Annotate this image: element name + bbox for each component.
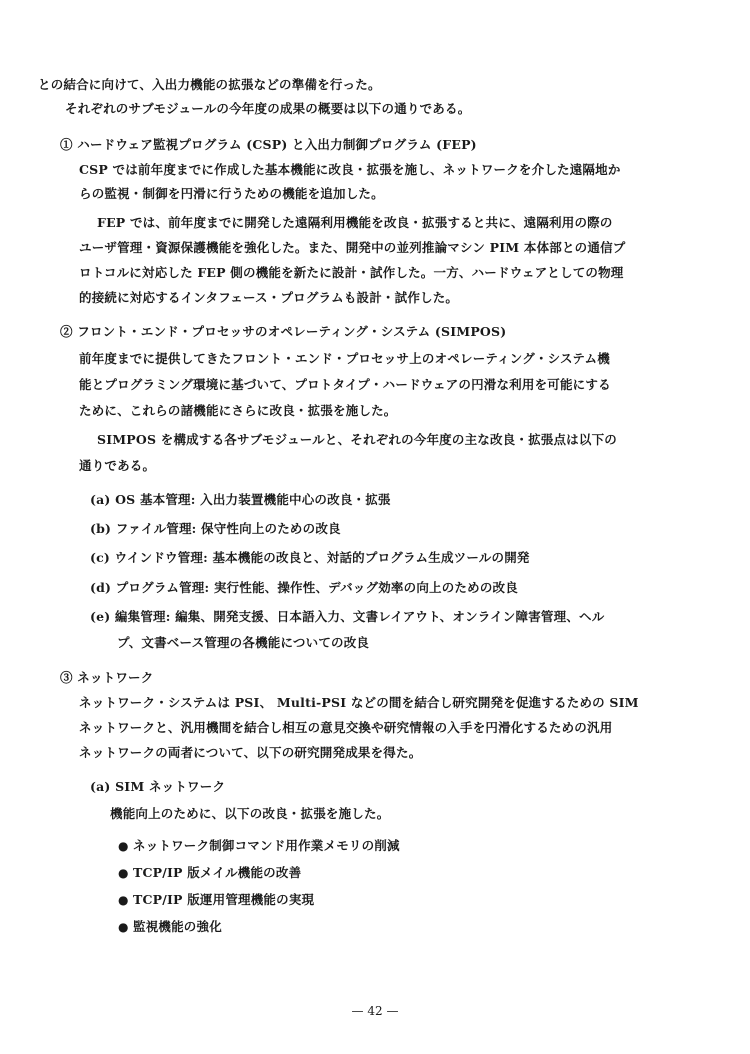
section-2-p2-line-2: 通りである。 bbox=[79, 458, 156, 473]
page-number: — 42 — bbox=[351, 1004, 399, 1018]
section-3-p1-line-1: ネットワーク・システムは PSI、 Multi-PSI などの間を結合し研究開発を促進するための SIM bbox=[79, 695, 639, 710]
section-2-p1-line-3: ために、これらの諸機能にさらに改良・拡張を施した。 bbox=[79, 403, 397, 418]
section-2-item-c: (c) ウインドウ管理: 基本機能の改良と、対話的プログラム生成ツールの開発 bbox=[90, 550, 530, 565]
bullet-dot-icon: ● bbox=[118, 839, 129, 853]
section-3-p1-line-2: ネットワークと、汎用機間を結合し相互の意見交換や研究情報の入手を円滑化するための汎用 bbox=[79, 720, 613, 735]
section-2-item-b: (b) ファイル管理: 保守性向上のための改良 bbox=[90, 521, 341, 536]
section-2-p2-line-1: SIMPOS を構成する各サブモジュールと、それぞれの今年度の主な改良・拡張点は以下の bbox=[97, 432, 617, 447]
section-1-p2-line-3: ロトコルに対応した FEP 側の機能を新たに設計・試作した。一方、ハードウェアとしての物理 bbox=[79, 265, 624, 280]
section-3-sub-a-text: 機能向上のために、以下の改良・拡張を施した。 bbox=[110, 806, 390, 821]
bullet-item-3: TCP/IP 版運用管理機能の実現 bbox=[133, 892, 315, 907]
section-1-p2-line-4: 的接続に対応するインタフェース・プログラムも設計・試作した。 bbox=[79, 290, 459, 305]
section-1-p2-line-2: ユーザ管理・資源保護機能を強化した。また、開発中の並列推論マシン PIM 本体部との通信プ bbox=[79, 240, 626, 255]
section-2-item-e-cont: プ、文書ベース管理の各機能についての改良 bbox=[117, 635, 370, 650]
section-2-heading: ② フロント・エンド・プロセッサのオペレーティング・システム (SIMPOS) bbox=[60, 324, 507, 339]
bullet-item-1: ネットワーク制御コマンド用作業メモリの削減 bbox=[133, 838, 400, 853]
section-3-sub-a-heading: (a) SIM ネットワーク bbox=[90, 779, 226, 794]
section-1-heading: ① ハードウェア監視プログラム (CSP) と入出力制御プログラム (FEP) bbox=[60, 137, 477, 152]
intro-line-2: それぞれのサブモジュールの今年度の成果の概要は以下の通りである。 bbox=[65, 101, 471, 116]
bullet-dot-icon: ● bbox=[118, 893, 129, 907]
bullet-item-4: 監視機能の強化 bbox=[133, 919, 222, 934]
intro-line-1: との結合に向けて、入出力機能の拡張などの準備を行った。 bbox=[38, 77, 381, 92]
section-3-p1-line-3: ネットワークの両者について、以下の研究開発成果を得た。 bbox=[79, 745, 422, 760]
section-2-p1-line-2: 能とプログラミング環境に基づいて、プロトタイプ・ハードウェアの円滑な利用を可能にする bbox=[79, 377, 611, 392]
bullet-item-2: TCP/IP 版メイル機能の改善 bbox=[133, 865, 302, 880]
section-2-item-d: (d) プログラム管理: 実行性能、操作性、デバッグ効率の向上のための改良 bbox=[90, 580, 518, 595]
section-2-item-e: (e) 編集管理: 編集、開発支援、日本語入力、文書レイアウト、オンライン障害管理、ヘル bbox=[90, 609, 605, 624]
section-1-p1-line-2: らの監視・制御を円滑に行うための機能を追加した。 bbox=[79, 186, 384, 201]
section-1-p2-line-1: FEP では、前年度までに開発した遠隔利用機能を改良・拡張すると共に、遠隔利用の際の bbox=[97, 215, 613, 230]
section-1-p1-line-1: CSP では前年度までに作成した基本機能に改良・拡張を施し、ネットワークを介した遠隔地か bbox=[79, 162, 621, 177]
section-2-p1-line-1: 前年度までに提供してきたフロント・エンド・プロセッサ上のオペレーティング・システム機 bbox=[79, 351, 610, 366]
bullet-dot-icon: ● bbox=[118, 866, 129, 880]
section-2-item-a: (a) OS 基本管理: 入出力装置機能中心の改良・拡張 bbox=[90, 492, 391, 507]
section-3-heading: ③ ネットワーク bbox=[60, 670, 154, 685]
bullet-dot-icon: ● bbox=[118, 920, 129, 934]
